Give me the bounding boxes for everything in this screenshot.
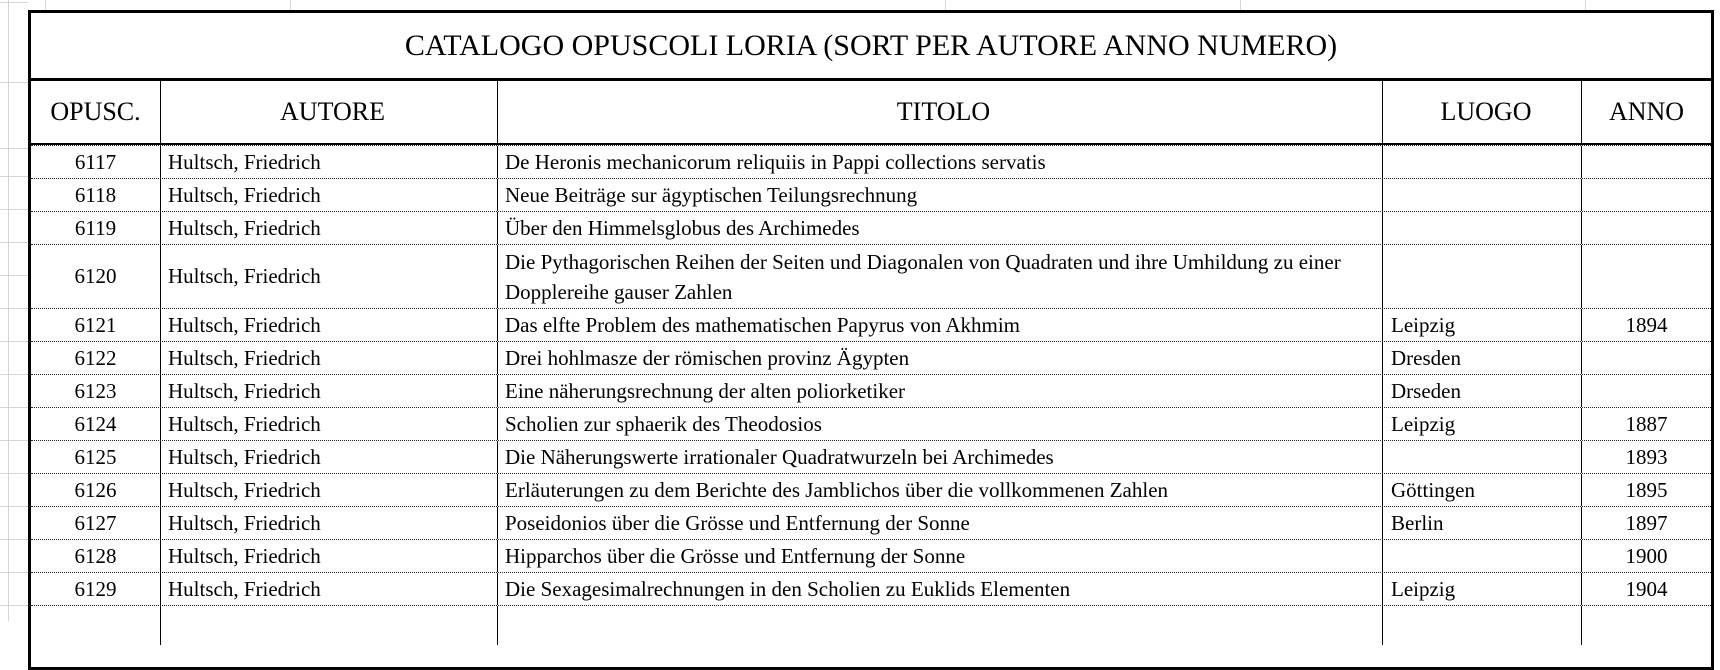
table-row-partial: [31, 605, 1711, 645]
sheet-gridline: [0, 341, 28, 342]
cell-luogo[interactable]: Göttingen: [1383, 474, 1582, 506]
table-row: [31, 506, 1711, 539]
cell-anno[interactable]: [1582, 179, 1711, 211]
cell-anno[interactable]: [1582, 146, 1711, 178]
column-header-titolo[interactable]: TITOLO: [498, 81, 1383, 143]
cell-luogo[interactable]: [1383, 245, 1582, 308]
sheet-gridline: [945, 0, 946, 10]
cell-luogo[interactable]: Drseden: [1383, 375, 1582, 407]
cell-luogo[interactable]: [1383, 606, 1582, 645]
sheet-gridline: [290, 0, 291, 10]
cell-anno[interactable]: 1900: [1625, 543, 1668, 568]
cell-autore[interactable]: Hultsch, Friedrich: [161, 245, 498, 308]
cell-autore[interactable]: Hultsch, Friedrich: [161, 474, 498, 506]
cell-opusc[interactable]: 6129: [31, 573, 161, 605]
cell-titolo[interactable]: Die Pythagorischen Reihen der Seiten und Diagonalen von Quadraten und ihre Umhildung zu einer Dopplereihe gauser Zahlen: [498, 245, 1383, 308]
cell-anno[interactable]: [1582, 342, 1711, 374]
cell-luogo[interactable]: [1383, 441, 1582, 473]
sheet-gridline: [0, 148, 28, 149]
cell-titolo[interactable]: Hipparchos über die Grösse und Entfernung der Sonne: [498, 540, 1383, 572]
cell-anno[interactable]: [1582, 375, 1711, 407]
cell-luogo[interactable]: Dresden: [1383, 342, 1582, 374]
table-row: [31, 374, 1711, 407]
column-header-autore[interactable]: AUTORE: [161, 81, 498, 143]
cell-titolo[interactable]: Drei hohlmasze der römischen provinz Ägypten: [498, 342, 1383, 374]
cell-luogo[interactable]: Leipzig: [1383, 573, 1582, 605]
cell-autore[interactable]: Hultsch, Friedrich: [161, 441, 498, 473]
table-row: [31, 244, 1711, 308]
cell-luogo[interactable]: Leipzig: [1383, 408, 1582, 440]
cell-anno[interactable]: [1582, 606, 1711, 645]
cell-anno[interactable]: 1895: [1625, 477, 1668, 502]
cell-titolo[interactable]: Poseidonios über die Grösse und Entfernung der Sonne: [498, 507, 1383, 539]
cell-opusc[interactable]: 6126: [31, 474, 161, 506]
cell-autore[interactable]: Hultsch, Friedrich: [161, 309, 498, 341]
sheet-gridline: [0, 2, 28, 3]
sheet-gridline: [0, 572, 28, 573]
cell-anno[interactable]: 1894: [1625, 312, 1668, 337]
cell-opusc[interactable]: 6122: [31, 342, 161, 374]
cell-anno[interactable]: 1904: [1625, 576, 1668, 601]
cell-luogo[interactable]: [1383, 179, 1582, 211]
sheet-gridline: [0, 308, 28, 309]
cell-opusc[interactable]: 6124: [31, 408, 161, 440]
cell-opusc[interactable]: 6127: [31, 507, 161, 539]
cell-autore[interactable]: [161, 606, 498, 645]
cell-titolo[interactable]: Die Näherungswerte irrationaler Quadratwurzeln bei Archimedes: [498, 441, 1383, 473]
cell-opusc[interactable]: 6128: [31, 540, 161, 572]
cell-titolo[interactable]: Die Sexagesimalrechnungen in den Scholien zu Euklids Elementen: [498, 573, 1383, 605]
cell-opusc[interactable]: 6120: [31, 245, 161, 308]
column-header-luogo[interactable]: LUOGO: [1383, 81, 1582, 143]
cell-autore[interactable]: Hultsch, Friedrich: [161, 342, 498, 374]
cell-titolo[interactable]: Über den Himmelsglobus des Archimedes: [498, 212, 1383, 244]
sheet-gridline: [0, 407, 28, 408]
sheet-gridline: [0, 242, 28, 243]
cell-autore[interactable]: Hultsch, Friedrich: [161, 408, 498, 440]
cell-opusc[interactable]: 6119: [31, 212, 161, 244]
cell-autore[interactable]: Hultsch, Friedrich: [161, 375, 498, 407]
sheet-gridline: [0, 374, 28, 375]
sheet-gridline: [0, 176, 28, 177]
table-row: [31, 572, 1711, 605]
cell-luogo[interactable]: [1383, 212, 1582, 244]
cell-opusc[interactable]: 6121: [31, 309, 161, 341]
cell-titolo[interactable]: Eine näherungsrechnung der alten poliorketiker: [498, 375, 1383, 407]
sheet-gridline: [45, 0, 46, 10]
sheet-gridline: [0, 440, 28, 441]
cell-autore[interactable]: Hultsch, Friedrich: [161, 507, 498, 539]
column-header-anno[interactable]: ANNO: [1608, 97, 1685, 126]
cell-opusc[interactable]: 6117: [31, 146, 161, 178]
table-row: [31, 308, 1711, 341]
cell-titolo[interactable]: Neue Beiträge sur ägyptischen Teilungsrechnung: [498, 179, 1383, 211]
cell-autore[interactable]: Hultsch, Friedrich: [161, 573, 498, 605]
cell-anno[interactable]: [1582, 212, 1711, 244]
sheet-gridline: [0, 605, 28, 606]
sheet-gridline: [0, 539, 28, 540]
sheet-gridline: [0, 275, 28, 276]
cell-opusc[interactable]: 6125: [31, 441, 161, 473]
table-row: [31, 440, 1711, 473]
sheet-gridline: [0, 506, 28, 507]
table-row: [31, 539, 1711, 572]
cell-titolo[interactable]: Erläuterungen zu dem Berichte des Jamblichos über die vollkommenen Zahlen: [498, 474, 1383, 506]
table-body: [31, 145, 1711, 645]
cell-anno[interactable]: 1887: [1625, 411, 1668, 436]
table-row: [31, 341, 1711, 374]
table-title[interactable]: CATALOGO OPUSCOLI LORIA (SORT PER AUTORE ANNO NUMERO): [31, 13, 1711, 81]
table-row: [31, 407, 1711, 440]
cell-titolo[interactable]: De Heronis mechanicorum reliquiis in Pappi collections servatis: [498, 146, 1383, 178]
cell-autore[interactable]: Hultsch, Friedrich: [161, 212, 498, 244]
cell-anno[interactable]: 1897: [1625, 510, 1668, 535]
cell-titolo[interactable]: Das elfte Problem des mathematischen Papyrus von Akhmim: [498, 309, 1383, 341]
sheet-gridline: [0, 473, 28, 474]
cell-titolo[interactable]: Scholien zur sphaerik des Theodosios: [498, 408, 1383, 440]
table-row: [31, 211, 1711, 244]
sheet-gridline: [1585, 0, 1586, 10]
cell-luogo[interactable]: [1383, 540, 1582, 572]
cell-opusc[interactable]: 6118: [31, 179, 161, 211]
column-header-opusc[interactable]: OPUSC.: [31, 81, 161, 143]
cell-luogo[interactable]: [1383, 146, 1582, 178]
cell-luogo[interactable]: Berlin: [1383, 507, 1582, 539]
cell-luogo[interactable]: Leipzig: [1383, 309, 1582, 341]
table-row: [31, 473, 1711, 506]
cell-opusc[interactable]: 6123: [31, 375, 161, 407]
sheet-gridline: [1240, 0, 1241, 10]
sheet-gridline: [0, 82, 28, 83]
table-row: [31, 178, 1711, 211]
sheet-gridline: [8, 0, 9, 621]
table-header: [31, 81, 1711, 145]
sheet-gridline: [0, 209, 28, 210]
cell-opusc[interactable]: [31, 606, 161, 645]
cell-autore[interactable]: Hultsch, Friedrich: [161, 540, 498, 572]
cell-anno[interactable]: [1582, 245, 1711, 308]
catalog-table: [28, 10, 1714, 670]
cell-autore[interactable]: Hultsch, Friedrich: [161, 146, 498, 178]
cell-titolo[interactable]: [498, 606, 1383, 645]
cell-autore[interactable]: Hultsch, Friedrich: [161, 179, 498, 211]
table-row: [31, 145, 1711, 178]
cell-anno[interactable]: 1893: [1625, 444, 1668, 469]
